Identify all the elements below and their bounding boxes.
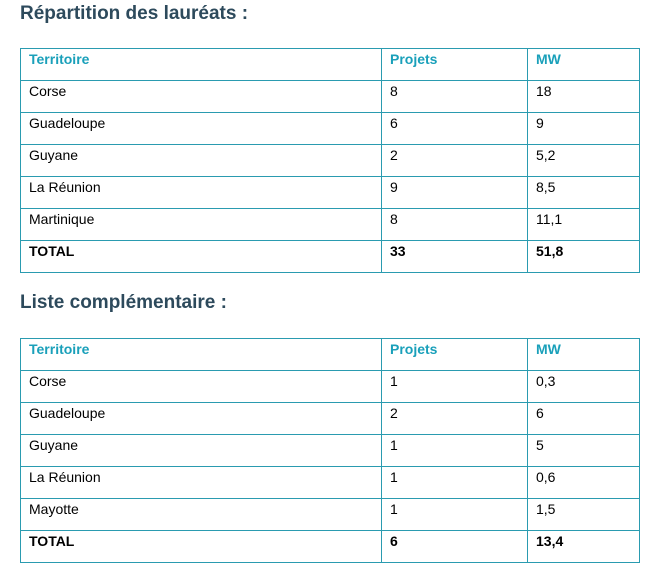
mw-cell: 6 — [528, 403, 640, 435]
table-row — [21, 177, 640, 209]
table-row — [21, 499, 640, 531]
projets-cell: 2 — [382, 145, 528, 177]
territoire-cell: Guyane — [21, 145, 382, 177]
mw-cell: 1,5 — [528, 499, 640, 531]
territoire-cell: La Réunion — [21, 177, 382, 209]
complementary-list-heading: Liste complémentaire : — [20, 292, 227, 313]
mw-cell: 0,3 — [528, 371, 640, 403]
mw-cell: 11,1 — [528, 209, 640, 241]
total-label-cell: TOTAL — [21, 241, 382, 273]
laureates-table — [20, 48, 640, 273]
column-header-mw: MW — [528, 339, 640, 371]
territoire-cell: Guadeloupe — [21, 113, 382, 145]
territoire-cell: La Réunion — [21, 467, 382, 499]
table-row — [21, 113, 640, 145]
mw-cell: 9 — [528, 113, 640, 145]
complementary-list-table — [20, 338, 640, 563]
territoire-cell: Mayotte — [21, 499, 382, 531]
mw-cell: 5 — [528, 435, 640, 467]
table-row — [21, 371, 640, 403]
total-row — [21, 531, 640, 563]
projets-cell: 8 — [382, 209, 528, 241]
mw-cell: 5,2 — [528, 145, 640, 177]
column-header-projets: Projets — [382, 339, 528, 371]
table-row — [21, 145, 640, 177]
column-header-territoire: Territoire — [21, 339, 382, 371]
column-header-projets: Projets — [382, 49, 528, 81]
table-header-row — [21, 49, 640, 81]
territoire-cell: Corse — [21, 81, 382, 113]
territoire-cell: Corse — [21, 371, 382, 403]
projets-cell: 9 — [382, 177, 528, 209]
total-label-cell: TOTAL — [21, 531, 382, 563]
table-row — [21, 435, 640, 467]
column-header-territoire: Territoire — [21, 49, 382, 81]
table-row — [21, 209, 640, 241]
total-mw-cell: 51,8 — [528, 241, 640, 273]
projets-cell: 2 — [382, 403, 528, 435]
projets-cell: 1 — [382, 467, 528, 499]
mw-cell: 8,5 — [528, 177, 640, 209]
table-row — [21, 467, 640, 499]
table-row — [21, 81, 640, 113]
total-projets-cell: 6 — [382, 531, 528, 563]
laureates-heading: Répartition des lauréats : — [20, 3, 249, 24]
territoire-cell: Guadeloupe — [21, 403, 382, 435]
projets-cell: 1 — [382, 435, 528, 467]
projets-cell: 1 — [382, 371, 528, 403]
total-mw-cell: 13,4 — [528, 531, 640, 563]
projets-cell: 1 — [382, 499, 528, 531]
table-header-row — [21, 339, 640, 371]
total-projets-cell: 33 — [382, 241, 528, 273]
mw-cell: 18 — [528, 81, 640, 113]
territoire-cell: Martinique — [21, 209, 382, 241]
column-header-mw: MW — [528, 49, 640, 81]
total-row — [21, 241, 640, 273]
table-row — [21, 403, 640, 435]
territoire-cell: Guyane — [21, 435, 382, 467]
projets-cell: 8 — [382, 81, 528, 113]
projets-cell: 6 — [382, 113, 528, 145]
mw-cell: 0,6 — [528, 467, 640, 499]
